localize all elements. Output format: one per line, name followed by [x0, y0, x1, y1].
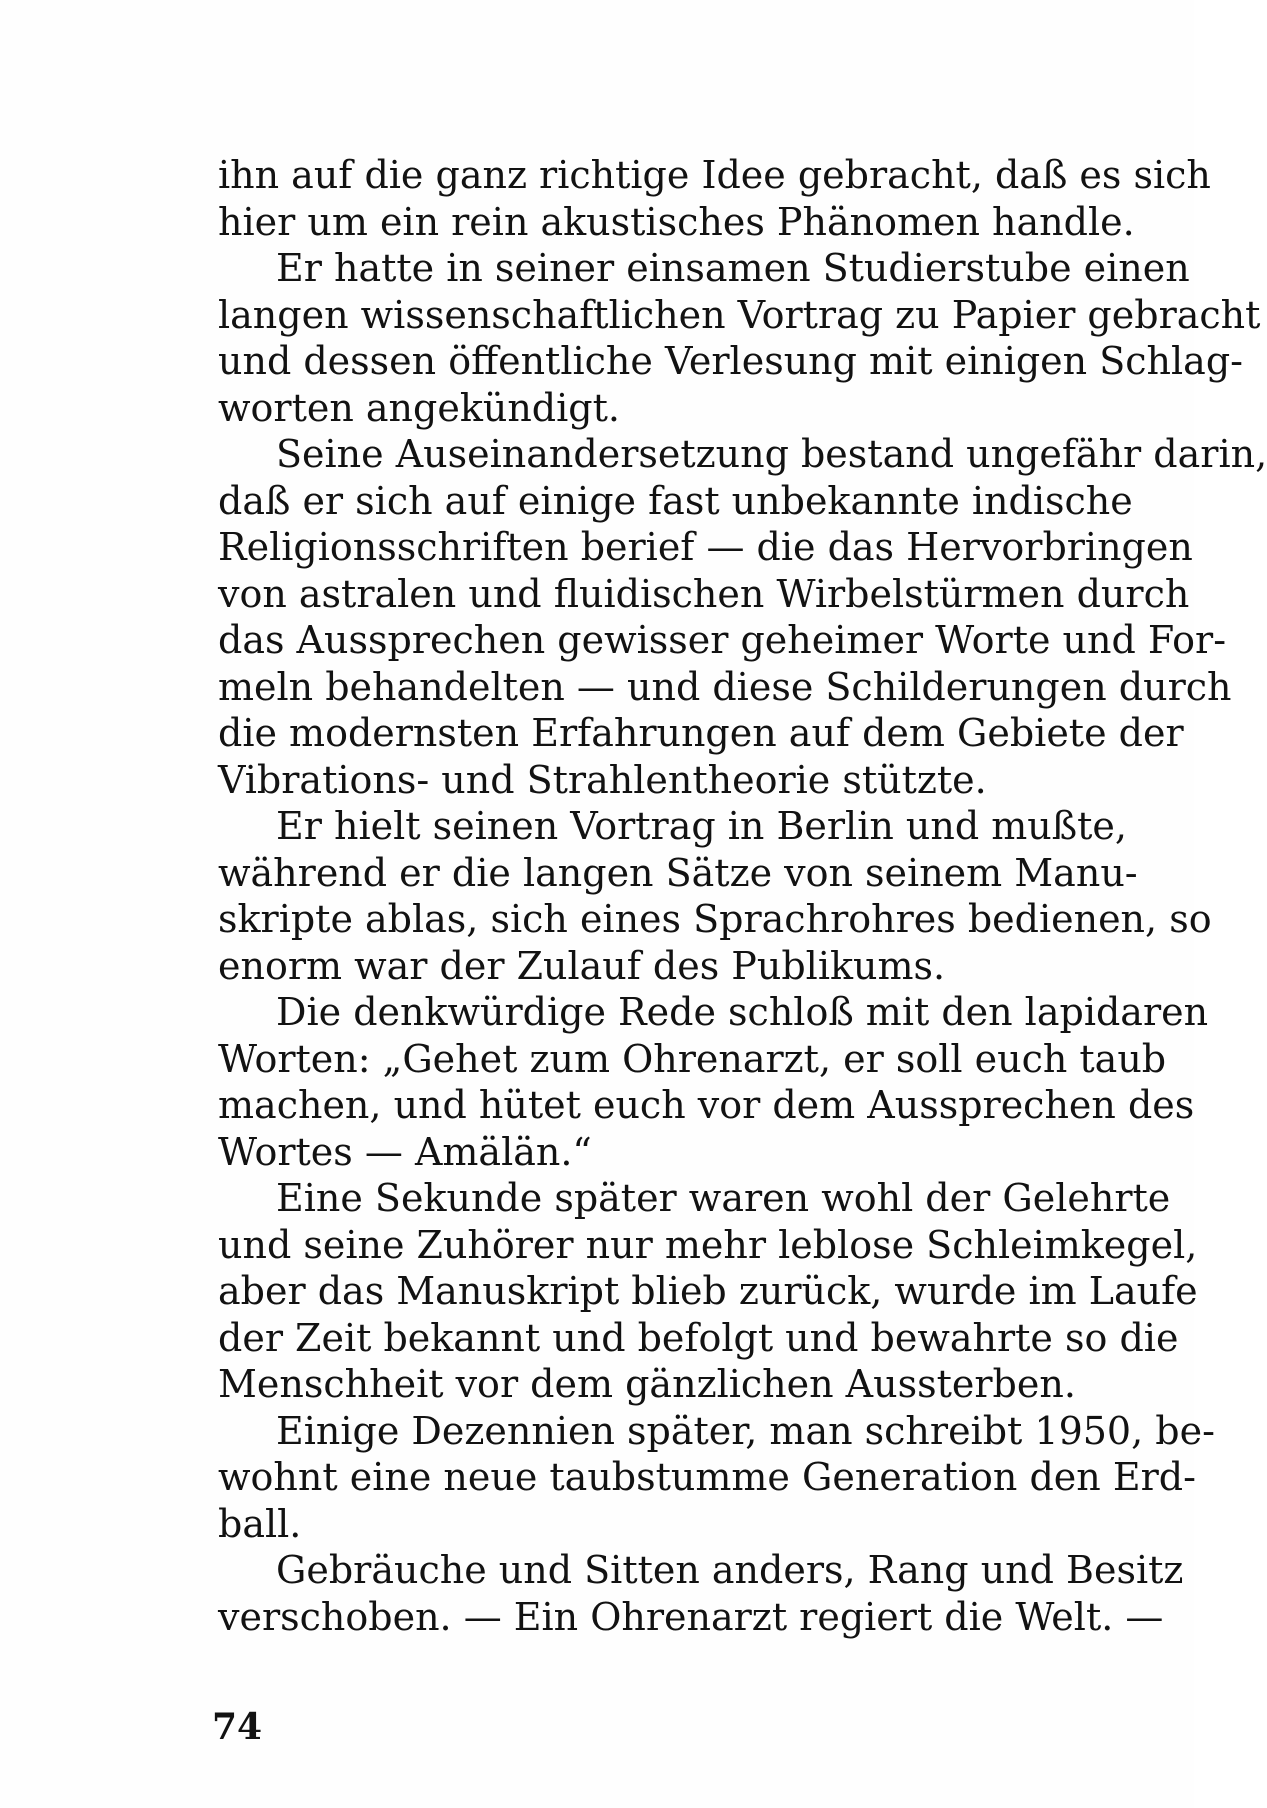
- paragraph: [218, 1547, 1184, 1640]
- text-line: und dessen öffentliche Verlesung mit einigen Schlag-: [218, 339, 1243, 383]
- text-line: Vibrations- und Strahlentheorie stützte.: [218, 757, 987, 802]
- text-line: die modernsten Erfahrungen auf dem Gebiete der: [218, 711, 1184, 755]
- text-line: verschoben. — Ein Ohrenarzt regiert die Welt. —: [218, 1594, 1164, 1639]
- text-line: wohnt eine neue taubstumme Generation den Erd-: [218, 1455, 1196, 1499]
- text-line: Er hielt seinen Vortrag in Berlin und mußte,: [276, 804, 1127, 848]
- body-text: [218, 152, 1267, 1640]
- text-line: und seine Zuhörer nur mehr leblose Schleimkegel,: [218, 1222, 1198, 1267]
- text-line: der Zeit bekannt und befolgt und bewahrte so die: [218, 1315, 1179, 1360]
- text-line: ball.: [218, 1501, 302, 1546]
- text-line: hier um ein rein akustisches Phänomen handle.: [218, 199, 1135, 244]
- text-line: daß er sich auf einige fast unbekannte indische: [218, 478, 1133, 523]
- text-line: Gebräuche und Sitten anders, Rang und Besitz: [276, 1548, 1184, 1592]
- text-line: skripte ablas, sich eines Sprachrohres bedienen, so: [218, 897, 1212, 941]
- text-line: Er hatte in seiner einsamen Studierstube einen: [276, 246, 1190, 290]
- text-line: Seine Auseinandersetzung bestand ungefähr darin,: [276, 432, 1267, 476]
- text-line: machen, und hütet euch vor dem Aussprechen des: [218, 1083, 1195, 1127]
- paragraph: [218, 1175, 1198, 1408]
- text-line: Eine Sekunde später waren wohl der Gelehrte: [276, 1176, 1171, 1220]
- paragraph: [218, 1408, 1215, 1548]
- text-line: Die denkwürdige Rede schloß mit den lapidaren: [276, 990, 1209, 1034]
- text-line: aber das Manuskript blieb zurück, wurde im Laufe: [218, 1269, 1198, 1313]
- text-line: ihn auf die ganz richtige Idee gebracht, daß es sich: [218, 153, 1211, 197]
- paragraph: [218, 431, 1267, 803]
- text-line: langen wissenschaftlichen Vortrag zu Papier gebracht: [218, 292, 1261, 337]
- text-line: Einige Dezennien später, man schreibt 1950, be-: [276, 1408, 1215, 1453]
- text-line: während er die langen Sätze von seinem Manu-: [218, 850, 1138, 895]
- text-line: Wortes — Amälän.“: [218, 1129, 592, 1174]
- paragraph: [218, 989, 1209, 1175]
- text-line: Worten: „Gehet zum Ohrenarzt, er soll euch taub: [218, 1036, 1167, 1081]
- text-line: von astralen und fluidischen Wirbelstürmen durch: [218, 571, 1190, 616]
- text-line: enorm war der Zulauf des Publikums.: [218, 943, 946, 988]
- page-number: 74: [212, 1706, 263, 1748]
- text-line: Religionsschriften berief — die das Hervorbringen: [218, 525, 1193, 569]
- text-line: Menschheit vor dem gänzlichen Aussterben.: [218, 1362, 1076, 1406]
- text-line: das Aussprechen gewisser geheimer Worte und For-: [218, 618, 1227, 662]
- text-line: meln behandelten — und diese Schilderungen durch: [218, 664, 1232, 709]
- text-line: worten angekündigt.: [218, 385, 620, 430]
- paragraph: [218, 803, 1212, 989]
- paragraph: [218, 152, 1211, 245]
- paragraph: [218, 245, 1261, 431]
